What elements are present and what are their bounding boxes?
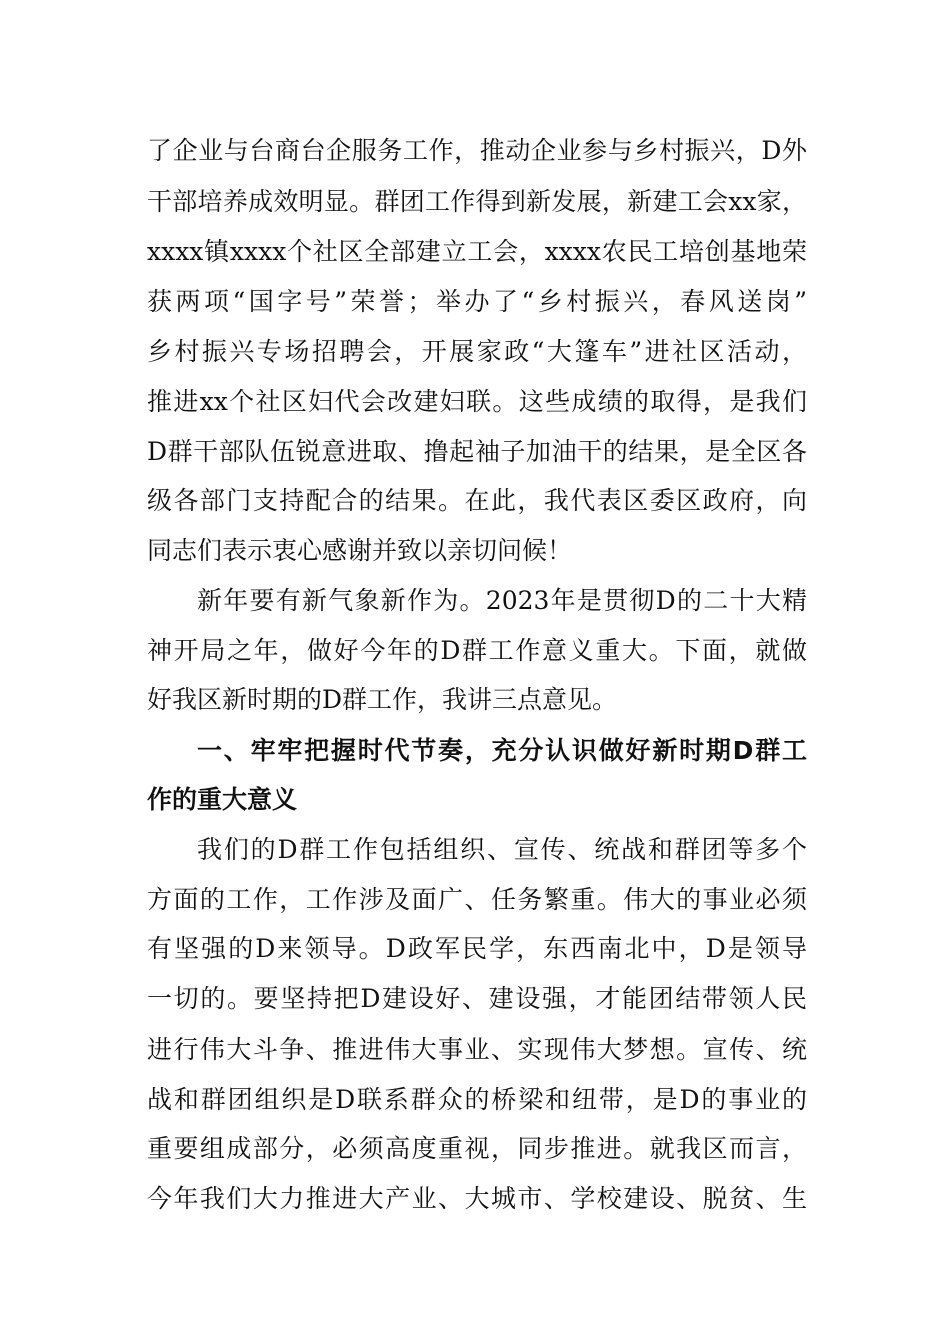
text-line: 好我区新时期的D群工作，我讲三点意见。 [147, 685, 618, 714]
text-line: 我们的D群工作包括组织、宣传、统战和群团等多个 [197, 835, 807, 864]
text-line: 获两项“国字号”荣誉；举办了“乡村振兴，春风送岗” [147, 287, 807, 316]
section-heading: 作的重大意义 [147, 785, 298, 814]
text-line: 干部培养成效明显。群团工作得到新发展，新建工会xx家， [147, 187, 807, 216]
text-line: 重要组成部分，必须高度重视，同步推进。就我区而言， [147, 1134, 807, 1163]
text-line: 有坚强的D来领导。D政军民学，东西南北中，D是领导 [147, 934, 807, 963]
text-line: xxxx镇xxxx个社区全部建立工会，xxxx农民工培创基地荣 [147, 237, 807, 266]
text-line: 进行伟大斗争、推进伟大事业、实现伟大梦想。宣传、统 [147, 1035, 807, 1064]
text-line: 神开局之年，做好今年的D群工作意义重大。下面，就做 [147, 636, 807, 665]
text-line: 乡村振兴专场招聘会，开展家政“大篷车”进社区活动， [147, 337, 807, 366]
text-line: D群干部队伍锐意进取、撸起袖子加油干的结果，是全区各 [147, 437, 807, 466]
text-line: 推进xx个社区妇代会改建妇联。这些成绩的取得，是我们 [147, 387, 807, 416]
section-heading: 一、牢牢把握时代节奏，充分认识做好新时期D群工 [197, 736, 807, 765]
text-line: 新年要有新气象新作为。2023年是贯彻D的二十大精 [197, 586, 807, 615]
text-line: 同志们表示衷心感谢并致以亲切问候！ [147, 536, 573, 565]
text-line: 了企业与台商台企服务工作，推动企业参与乡村振兴，D外 [147, 136, 807, 165]
text-line: 战和群团组织是D联系群众的桥梁和纽带，是D的事业的 [147, 1085, 807, 1114]
text-line: 今年我们大力推进大产业、大城市、学校建设、脱贫、生 [147, 1184, 807, 1213]
text-line: 方面的工作，工作涉及面广、任务繁重。伟大的事业必须 [147, 885, 807, 914]
text-line: 一切的。要坚持把D建设好、建设强，才能团结带领人民 [147, 984, 807, 1013]
text-line: 级各部门支持配合的结果。在此，我代表区委区政府，向 [147, 486, 807, 515]
